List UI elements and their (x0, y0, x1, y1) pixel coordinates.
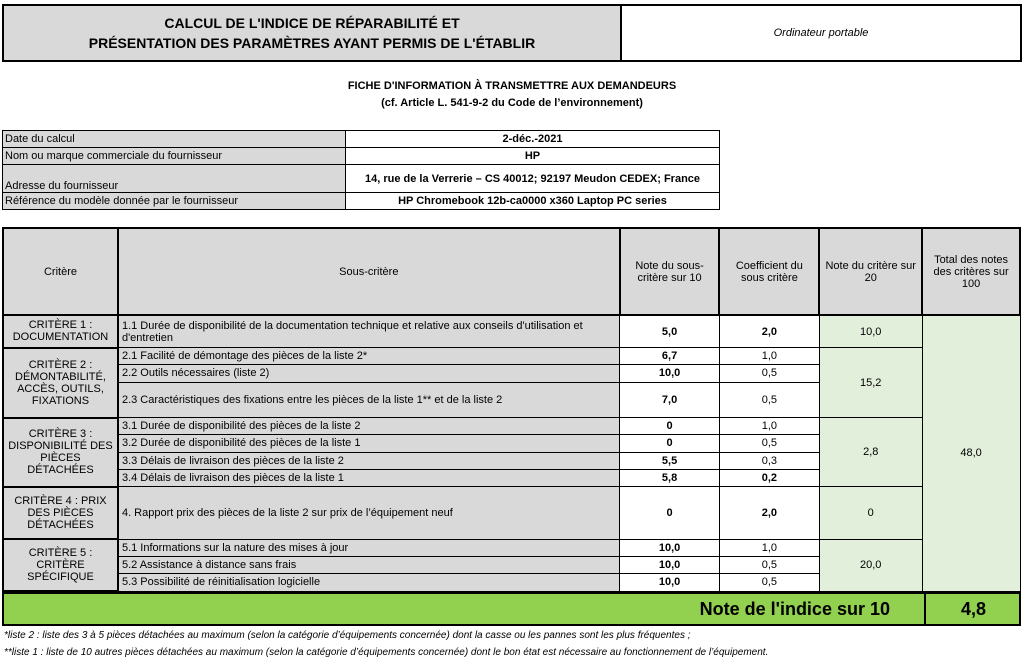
header-sous-critere: Sous-critère (118, 228, 620, 315)
sub-criterion-coef: 0,5 (719, 556, 819, 573)
info-table (2, 130, 720, 210)
criterion-score: 0 (819, 487, 922, 540)
footnote-liste-2: *liste 2 : liste des 3 à 5 pièces détachées au maximum (selon la catégorie d’équipements concernée) dont la casse ou les pannes sont les plus fréquentes ; (4, 630, 691, 641)
page-title (2, 4, 622, 62)
header-note-critere: Note du critère sur 20 (819, 228, 922, 315)
criterion-name: CRITÈRE 4 : PRIX DES PIÈCES DÉTACHÉES (3, 487, 118, 540)
sub-criterion-label: 2.2 Outils nécessaires (liste 2) (118, 365, 620, 382)
title-line-2: PRÉSENTATION DES PARAMÈTRES AYANT PERMIS DE L'ÉTABLIR (88, 35, 536, 51)
sub-criterion-coef: 0,5 (719, 574, 819, 591)
sub-criterion-label: 3.2 Durée de disponibilité des pièces de la liste 1 (118, 435, 620, 452)
sub-criterion-label: 3.4 Délais de livraison des pièces de la liste 1 (118, 469, 620, 486)
sub-criterion-note: 0 (620, 435, 720, 452)
header-coefficient: Coefficient du sous critère (719, 228, 819, 315)
sub-criterion-label: 2.1 Facilité de démontage des pièces de la liste 2* (118, 348, 620, 365)
info-value: HP (346, 148, 720, 165)
sub-criterion-coef: 0,2 (719, 469, 819, 486)
sub-criterion-label: 3.1 Durée de disponibilité des pièces de la liste 2 (118, 418, 620, 435)
criterion-score: 20,0 (819, 539, 922, 591)
footnote-liste-1: **liste 1 : liste de 10 autres pièces détachées au maximum (selon la catégorie d’équipements concernée) dont le bon état est nécessaire au fonctionnement de l’équipement. (4, 647, 769, 658)
product-type: Ordinateur portable (620, 4, 1022, 62)
info-row (3, 165, 720, 193)
sub-criterion-label: 5.2 Assistance à distance sans frais (118, 556, 620, 573)
info-row (3, 148, 720, 165)
sub-criterion-label: 4. Rapport prix des pièces de la liste 2 sur prix de l’équipement neuf (118, 487, 620, 540)
sub-criterion-note: 5,5 (620, 452, 720, 469)
table-row (3, 539, 1020, 556)
criterion-name: CRITÈRE 5 : CRITÈRE SPÉCIFIQUE (3, 539, 118, 591)
sub-criterion-note: 6,7 (620, 348, 720, 365)
info-value: 14, rue de la Verrerie – CS 40012; 92197 Meudon CEDEX; France (346, 165, 720, 193)
sub-criterion-label: 2.3 Caractéristiques des fixations entre les pièces de la liste 1** et de la liste 2 (118, 382, 620, 417)
sub-criterion-note: 5,0 (620, 315, 720, 347)
info-label: Date du calcul (3, 131, 346, 148)
sub-criterion-note: 10,0 (620, 556, 720, 573)
sub-criterion-coef: 2,0 (719, 487, 819, 540)
criterion-name: CRITÈRE 1 : DOCUMENTATION (3, 315, 118, 347)
table-row (3, 348, 1020, 365)
info-label: Adresse du fournisseur (3, 165, 346, 193)
total-score: 48,0 (922, 315, 1020, 591)
info-value: HP Chromebook 12b-ca0000 x360 Laptop PC series (346, 193, 720, 210)
criterion-score: 10,0 (819, 315, 922, 347)
header-critere: Critère (3, 228, 118, 315)
sub-criterion-coef: 2,0 (719, 315, 819, 347)
sub-criterion-label: 5.3 Possibilité de réinitialisation logicielle (118, 574, 620, 591)
header-total: Total des notes des critères sur 100 (922, 228, 1020, 315)
sub-criterion-note: 0 (620, 418, 720, 435)
sub-criterion-label: 3.3 Délais de livraison des pièces de la liste 2 (118, 452, 620, 469)
final-score-label: Note de l'indice sur 10 (699, 598, 890, 619)
table-header-row (3, 228, 1020, 315)
info-label: Référence du modèle donnée par le fournisseur (3, 193, 346, 210)
criterion-score: 15,2 (819, 348, 922, 418)
sub-criterion-coef: 1,0 (719, 418, 819, 435)
sub-criterion-coef: 0,3 (719, 452, 819, 469)
criterion-name: CRITÈRE 3 : DISPONIBILITÉ DES PIÈCES DÉTACHÉES (3, 418, 118, 487)
table-row (3, 418, 1020, 435)
info-row (3, 131, 720, 148)
sub-criterion-coef: 0,5 (719, 435, 819, 452)
sub-criterion-label: 1.1 Durée de disponibilité de la documentation technique et relative aux conseils d'utilisation et d'entretien (118, 315, 620, 347)
criterion-name: CRITÈRE 2 : DÉMONTABILITÉ, ACCÈS, OUTILS, FIXATIONS (3, 348, 118, 418)
sub-criterion-note: 10,0 (620, 539, 720, 556)
sub-criterion-note: 0 (620, 487, 720, 540)
criterion-score: 2,8 (819, 418, 922, 487)
sub-criterion-note: 7,0 (620, 382, 720, 417)
final-score-value: 4,8 (960, 598, 987, 619)
sheet-subtitle: FICHE D'INFORMATION À TRANSMETTRE AUX DEMANDEURS (347, 80, 677, 92)
sub-criterion-coef: 1,0 (719, 348, 819, 365)
title-line-1: CALCUL DE L'INDICE DE RÉPARABILITÉ ET (164, 15, 460, 31)
table-row (3, 315, 1020, 347)
repairability-table (2, 227, 1021, 592)
sub-criterion-label: 5.1 Informations sur la nature des mises à jour (118, 539, 620, 556)
info-value: 2-déc.-2021 (346, 131, 720, 148)
sub-criterion-coef: 1,0 (719, 539, 819, 556)
sub-criterion-note: 10,0 (620, 365, 720, 382)
table-row (3, 487, 1020, 540)
header-note-sous-critere: Note du sous-critère sur 10 (620, 228, 720, 315)
sub-criterion-coef: 0,5 (719, 382, 819, 417)
info-label: Nom ou marque commerciale du fournisseur (3, 148, 346, 165)
sheet-reference: (cf. Article L. 541-9-2 du Code de l’environnement) (381, 97, 643, 109)
sub-criterion-note: 10,0 (620, 574, 720, 591)
sub-criterion-coef: 0,5 (719, 365, 819, 382)
sub-criterion-note: 5,8 (620, 469, 720, 486)
info-row (3, 193, 720, 210)
